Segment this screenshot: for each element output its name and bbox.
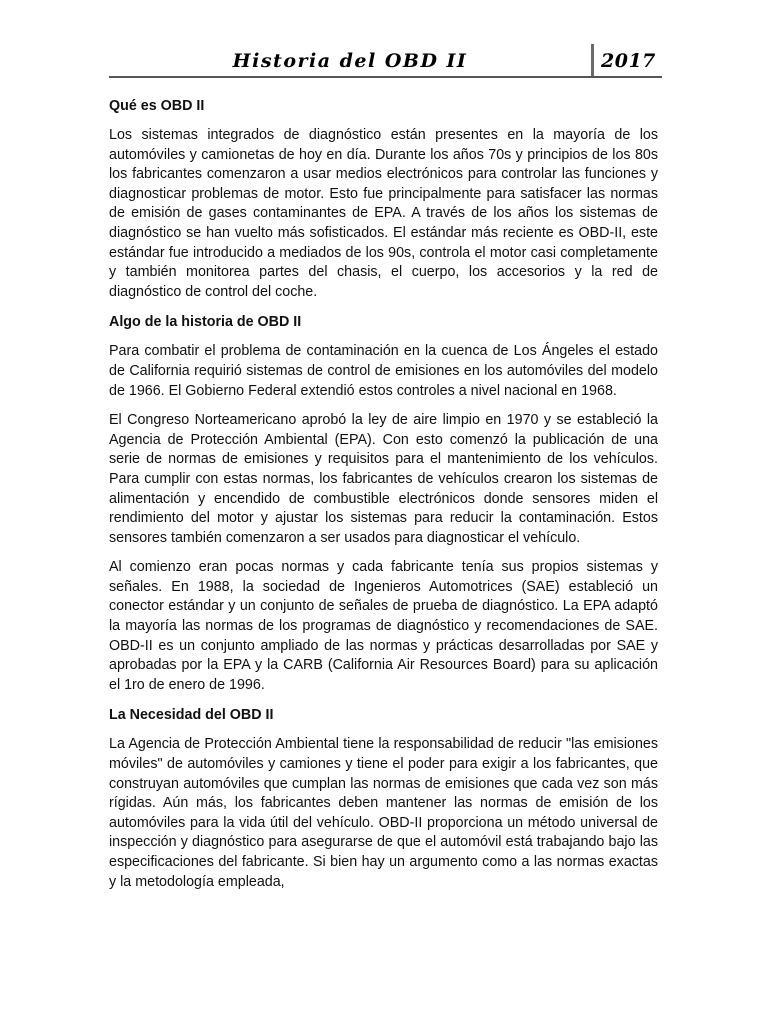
document-body (109, 96, 658, 902)
header-divider (591, 44, 594, 78)
document-title: Historia del OBD II (232, 50, 468, 72)
section-heading-historia: Algo de la historia de OBD II (109, 314, 302, 331)
page-header (109, 44, 662, 78)
paragraph: La Agencia de Protección Ambiental tiene la responsabilidad de reducir "las emisiones móviles" de automóviles y camiones y tiene el poder para exigir a los fabricantes, que construyan automóviles que cumplan las normas de emisiones que cada vez son más rígidas. Aún más, los fabricantes deben mantener las normas de emisión de los automóviles para la vida útil del vehículo. OBD-II proporciona un método universal de inspección y diagnóstico para asegurarse de que el automóvil está trabajando bajo las especificaciones del fabricante. Si bien hay un argumento como a las normas exactas y la metodología empleada, (109, 736, 658, 890)
paragraph: Para combatir el problema de contaminación en la cuenca de Los Ángeles el estado de California requirió sistemas de control de emisiones en los automóviles del modelo de 1966. El Gobierno Federal extendió estos controles a nivel nacional en 1968. (109, 343, 658, 399)
paragraph: Los sistemas integrados de diagnóstico están presentes en la mayoría de los automóviles y camionetas de hoy en día. Durante los años 70s y principios de los 80s los fabricantes comenzaron a usar medios electrónicos para controlar las funciones y diagnosticar problemas de motor. Esto fue principalmente para satisfacer las normas de emisión de gases contaminantes de EPA. A través de los años los sistemas de diagnóstico se han vuelto más sofisticados. El estándar más reciente es OBD-II, este estándar fue introducido a mediados de los 90s, controla el motor casi completamente y también monitorea partes del chasis, el cuerpo, los accesorios y la red de diagnóstico de control del coche. (109, 127, 658, 300)
paragraph: Al comienzo eran pocas normas y cada fabricante tenía sus propios sistemas y señales. En 1988, la sociedad de Ingenieros Automotrices (SAE) estableció un conector estándar y un conjunto de señales de prueba de diagnóstico. La EPA adaptó la mayoría las normas de los programas de diagnóstico y recomendaciones de SAE. OBD-II es un conjunto ampliado de las normas y prácticas desarrolladas por SAE y aprobadas por la EPA y la CARB (California Air Resources Board) para su aplicación el 1ro de enero de 1996. (109, 559, 658, 693)
paragraph: El Congreso Norteamericano aprobó la ley de aire limpio en 1970 y se estableció la Agencia de Protección Ambiental (EPA). Con esto comenzó la publicación de una serie de normas de emisiones y requisitos para el mantenimiento de los vehículos. Para cumplir con estas normas, los fabricantes de vehículos crearon los sistemas de alimentación y encendido de combustible electrónicos donde sensores miden el rendimiento del motor y ajustar los sistemas para reducir la contaminación. Estos sensores también comenzaron a ser usados para diagnosticar el vehículo. (109, 412, 658, 546)
document-year: 2017 (601, 50, 656, 72)
section-heading-que-es: Qué es OBD II (109, 98, 205, 114)
section-heading-necesidad: La Necesidad del OBD II (109, 707, 274, 724)
header-rule (109, 76, 662, 78)
